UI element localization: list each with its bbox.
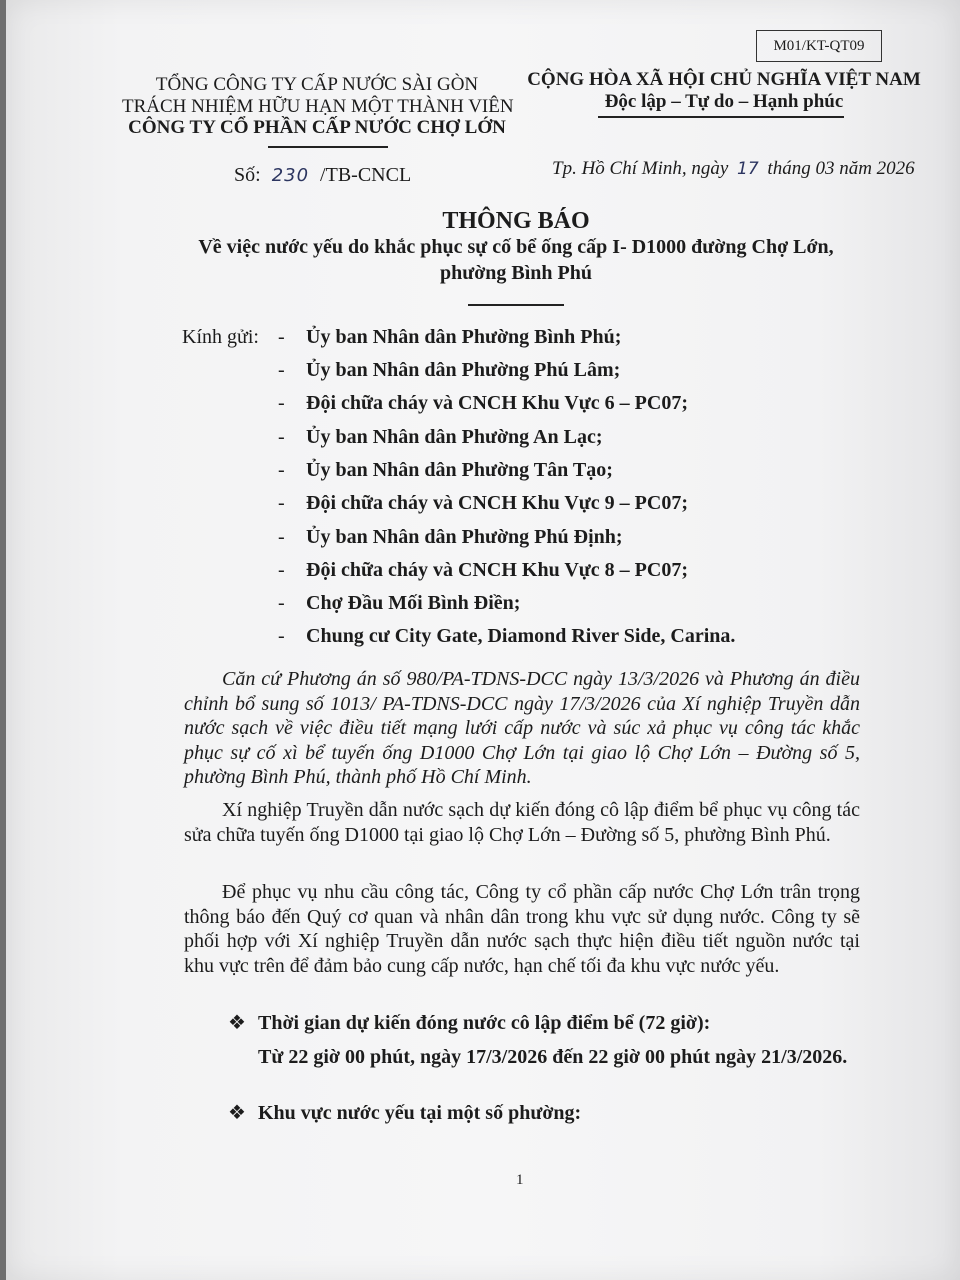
diamond-bullet-icon: ❖	[228, 1012, 246, 1034]
recipient-item: - Ủy ban Nhân dân Phường An Lạc;	[278, 426, 603, 448]
doc-number	[234, 164, 411, 187]
recipient-item: - Ủy ban Nhân dân Phường Phú Lâm;	[278, 359, 621, 381]
page-number: 1	[516, 1172, 524, 1188]
document-subtitle-line1: Về việc nước yếu do khắc phục sự cố bể ống cấp I- D1000 đường Chợ Lớn,	[198, 236, 834, 258]
doc-number-handwritten: 230	[271, 165, 310, 186]
date-prefix: Tp. Hồ Chí Minh, ngày	[552, 158, 729, 179]
company-name: CÔNG TY CỔ PHẦN CẤP NƯỚC CHỢ LỚN	[128, 117, 506, 138]
doc-number-label: Số:	[234, 164, 261, 186]
document-page	[6, 0, 960, 1280]
recipient-item: - Ủy ban Nhân dân Phường Tân Tạo;	[278, 459, 613, 481]
diamond-bullet-icon: ❖	[228, 1102, 246, 1124]
recipient-item: - Ủy ban Nhân dân Phường Phú Định;	[278, 526, 623, 548]
notice-paragraph: Để phục vụ nhu cầu công tác, Công ty cổ phần cấp nước Chợ Lớn trân trọng thông báo đến Quý cơ quan và nhân dân trong khu vực sử dụng nước. Công ty sẽ phối hợp với Xí nghiệp Truyền dẫn nước sạch thực hiện điều tiết nguồn nước tại khu vực trên để đảm bảo cung cấp nước, hạn chế tối đa khu vực nước yếu.	[184, 881, 860, 977]
recipient-item: - Chợ Đầu Mối Bình Điền;	[278, 592, 521, 614]
recipient-item: - Ủy ban Nhân dân Phường Bình Phú;	[278, 326, 622, 348]
parent-org-name: TỔNG CÔNG TY CẤP NƯỚC SÀI GÒN	[155, 74, 479, 95]
document-subtitle-line2: phường Bình Phú	[439, 262, 593, 284]
basis-paragraph: Căn cứ Phương án số 980/PA-TDNS-DCC ngày 13/3/2026 và Phương án điều chỉnh bổ sung số 1013/ PA-TDNS-DCC ngày 17/3/2026 của Xí nghiệp Truyền dẫn nước sạch về việc điều tiết mạng lưới cấp nước và súc xả phục vụ công tác khắc phục sự cố xì bể tuyến ống D1000 Chợ Lớn tại giao lộ Chợ Lớn – Đường số 5, phường Bình Phú, thành phố Hồ Chí Minh.	[184, 668, 860, 788]
date-suffix: tháng 03 năm 2026	[767, 158, 915, 179]
org-type: TRÁCH NHIỆM HỮU HẠN MỘT THÀNH VIÊN	[122, 96, 514, 117]
recipients-label: Kính gửi:	[182, 326, 259, 348]
recipient-item: - Đội chữa cháy và CNCH Khu Vực 8 – PC07;	[278, 559, 688, 581]
country-name: CỘNG HÒA XÃ HỘI CHỦ NGHĨA VIỆT NAM	[527, 69, 921, 90]
isolation-paragraph: Xí nghiệp Truyền dẫn nước sạch dự kiến đóng cô lập điểm bể phục vụ công tác sửa chữa tuyến ống D1000 tại giao lộ Chợ Lớn – Đường số 5, phường Bình Phú.	[184, 799, 860, 846]
recipient-item: - Đội chữa cháy và CNCH Khu Vực 6 – PC07;	[278, 392, 688, 414]
shutoff-time-text: Từ 22 giờ 00 phút, ngày 17/3/2026 đến 22 giờ 00 phút ngày 21/3/2026.	[258, 1046, 848, 1068]
motto-underline	[598, 116, 844, 118]
recipient-item: - Đội chữa cháy và CNCH Khu Vực 9 – PC07;	[278, 492, 688, 514]
issue-date	[552, 158, 915, 180]
recipient-item: - Chung cư City Gate, Diamond River Side, Carina.	[278, 625, 736, 647]
form-code-box: M01/KT-QT09	[756, 30, 882, 62]
company-underline	[268, 146, 388, 148]
doc-number-suffix: /TB-CNCL	[320, 164, 412, 186]
shutoff-time-heading: ❖ Thời gian dự kiến đóng nước cô lập điểm bể (72 giờ):	[228, 1012, 711, 1034]
date-day-handwritten: 17	[737, 159, 759, 179]
motto: Độc lập – Tự do – Hạnh phúc	[604, 91, 844, 112]
weak-water-areas-heading: ❖ Khu vực nước yếu tại một số phường:	[228, 1102, 582, 1124]
document-title: THÔNG BÁO	[442, 208, 590, 234]
title-underline	[468, 304, 564, 306]
